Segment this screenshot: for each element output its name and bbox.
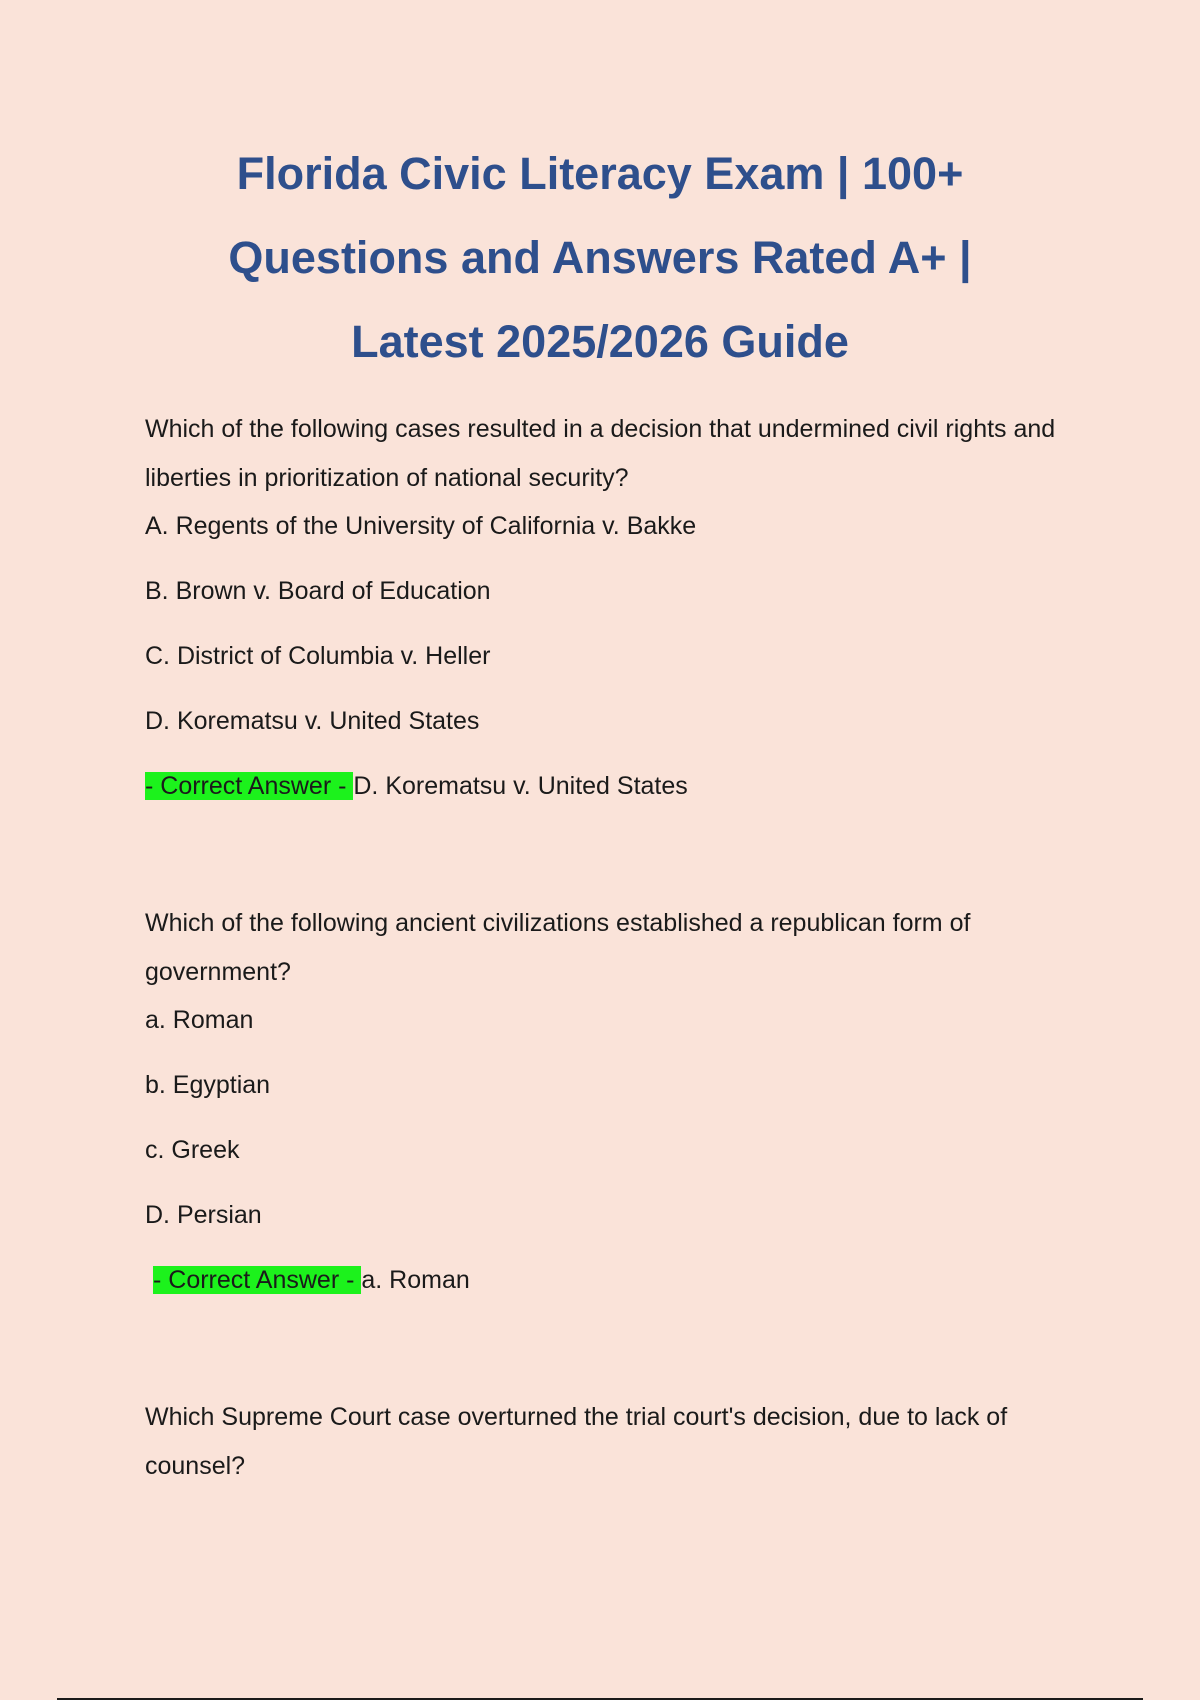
question-text: Which of the following cases resulted in a decision that undermined civil rights and liberties in prioritization of national security? [145, 415, 1056, 492]
page-title [145, 132, 1055, 384]
correct-answer-label: - Correct Answer - [145, 772, 354, 800]
correct-answer-label: - Correct Answer - [153, 1266, 362, 1294]
title-line: Latest 2025/2026 Guide [351, 316, 849, 367]
question-text: Which of the following ancient civilizations established a republican form of government? [145, 909, 971, 986]
answer-option: B. Brown v. Board of Education [145, 577, 491, 605]
correct-answer [145, 771, 1065, 801]
question-text: Which Supreme Court case overturned the trial court's decision, due to lack of counsel? [145, 1403, 1008, 1480]
question-list [145, 405, 1065, 1499]
answer-option: D. Persian [145, 1201, 262, 1229]
correct-answer [145, 1265, 1065, 1295]
question-block-1 [145, 405, 1065, 801]
answer-option: A. Regents of the University of California v. Bakke [145, 512, 697, 540]
question-block-2 [145, 899, 1065, 1295]
answer-option: c. Greek [145, 1136, 240, 1164]
answer-option: C. District of Columbia v. Heller [145, 642, 491, 670]
answer-option: b. Egyptian [145, 1071, 271, 1099]
section-spacer [145, 1295, 1065, 1393]
question-block-3 [145, 1393, 1065, 1491]
title-line: Questions and Answers Rated A+ | [228, 232, 972, 283]
correct-answer-value: a. Roman [361, 1266, 470, 1294]
answer-option: a. Roman [145, 1006, 254, 1034]
answer-option: D. Korematsu v. United States [145, 707, 480, 735]
title-line: Florida Civic Literacy Exam | 100+ [236, 148, 964, 199]
correct-answer-value: D. Korematsu v. United States [353, 772, 688, 800]
section-spacer [145, 801, 1065, 899]
